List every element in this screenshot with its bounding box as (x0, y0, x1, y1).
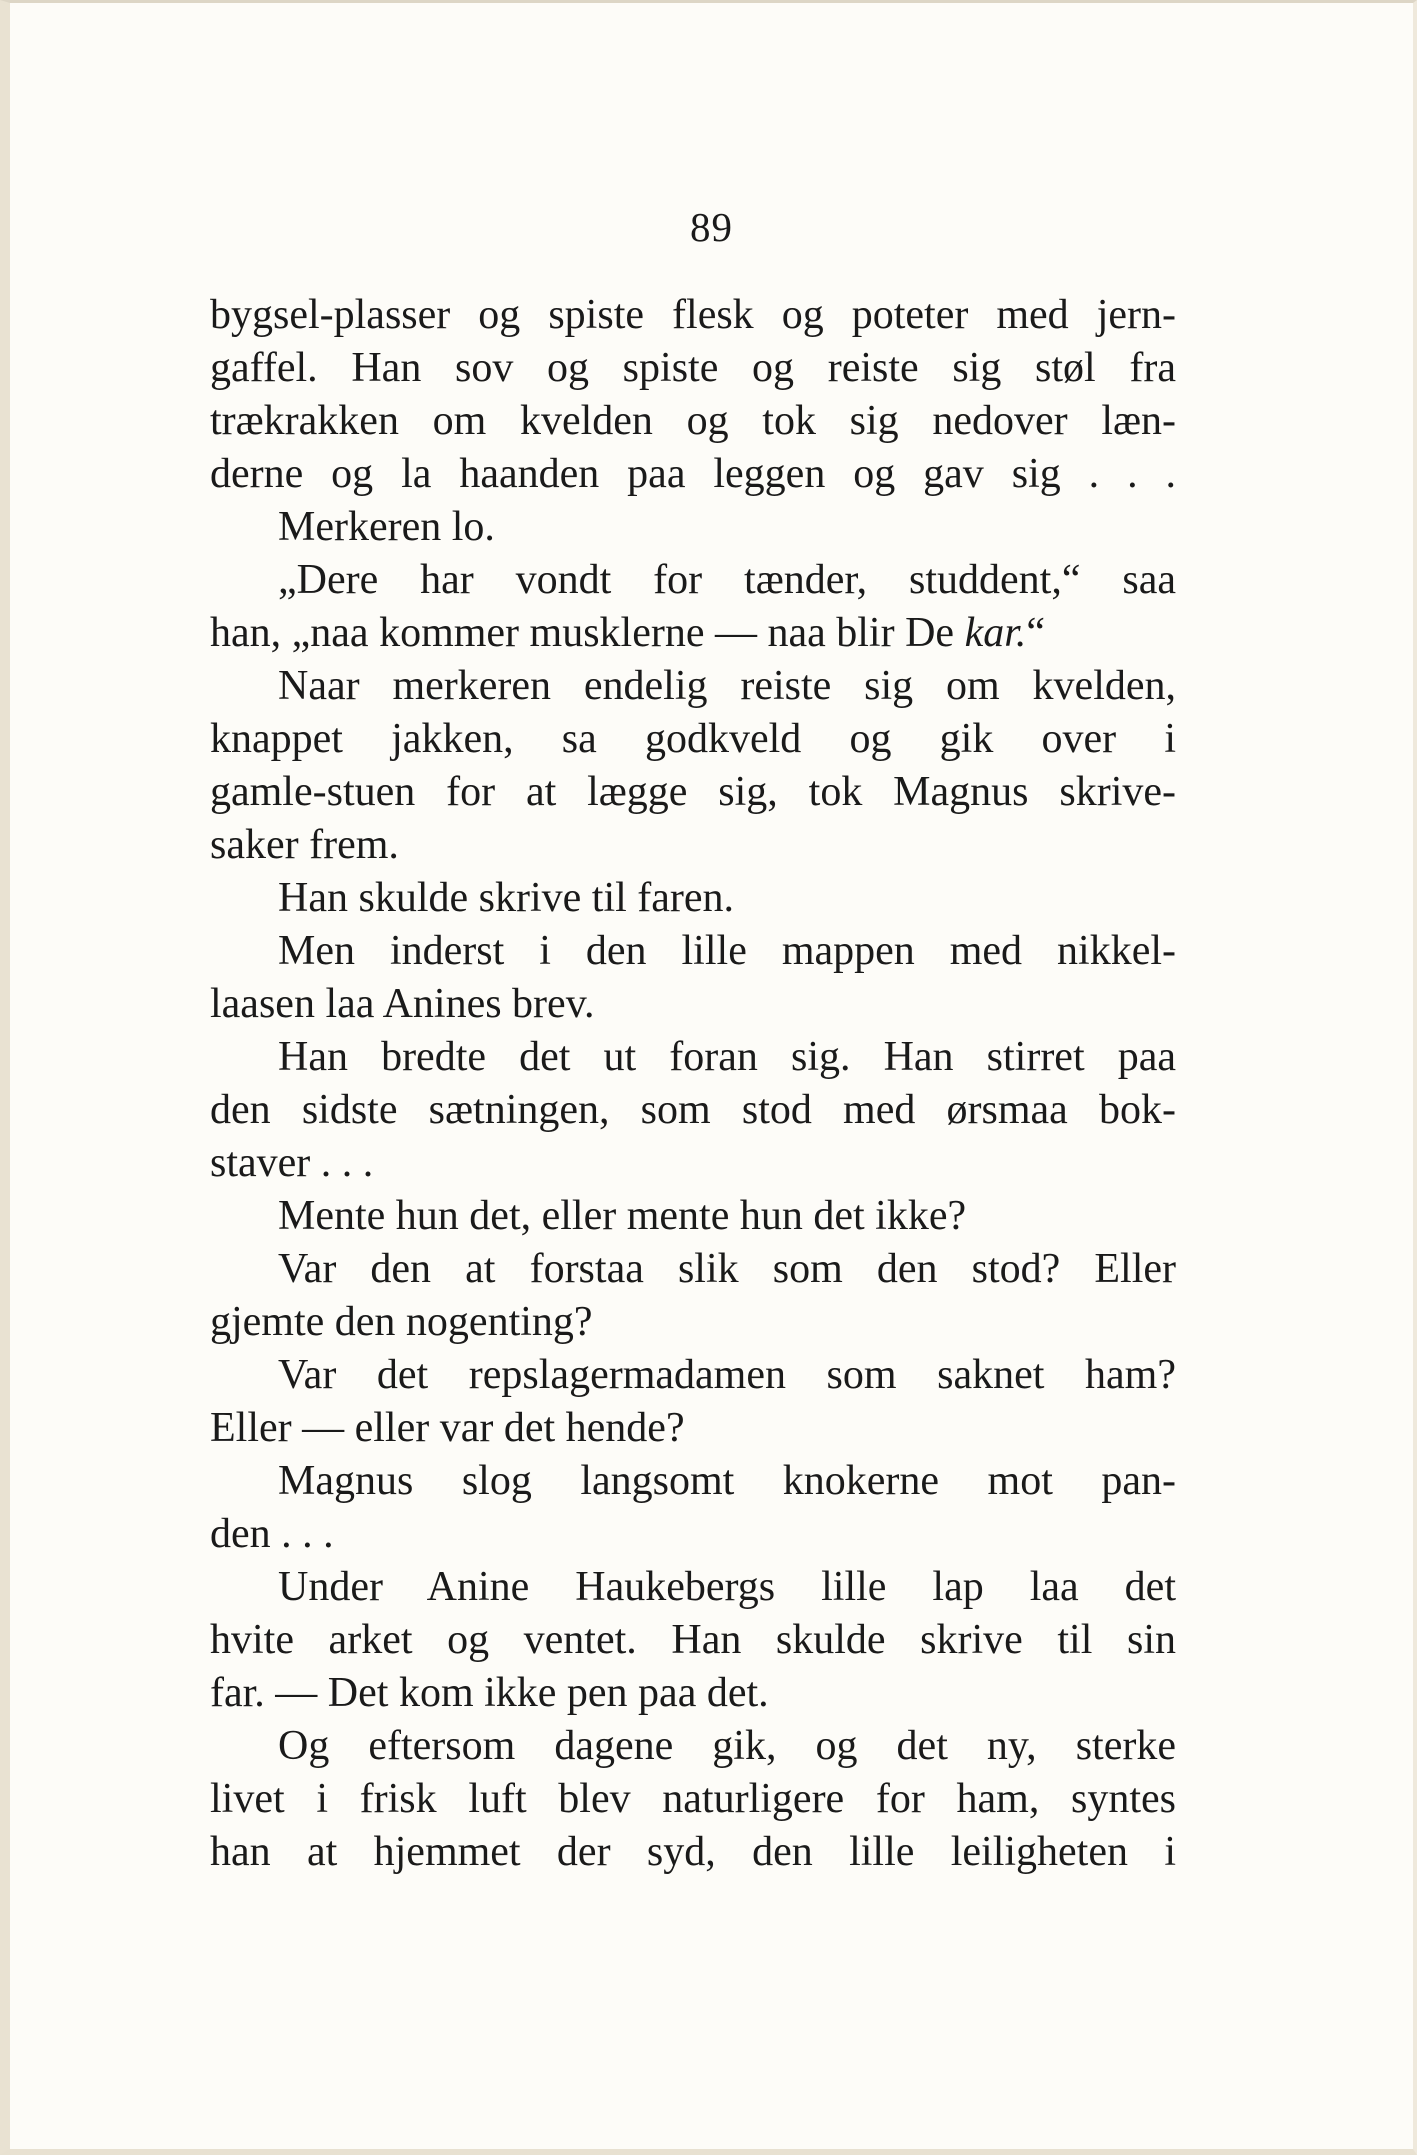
text-line: Han bredte det ut foran sig. Han stirret paa (278, 1034, 1176, 1080)
text-line (210, 607, 1176, 660)
text-line: „Dere har vondt for tænder, studdent,“ saa (278, 557, 1176, 603)
text-line: derne og la haanden paa leggen og gav sig . . . (210, 451, 1176, 497)
text-line: Og eftersom dagene gik, og det ny, sterke (278, 1723, 1176, 1769)
text-line: gaffel. Han sov og spiste og reiste sig støl fra (210, 345, 1176, 391)
text-line: Var det repslagermadamen som saknet ham? (278, 1352, 1176, 1398)
text-segment: “ (1026, 610, 1046, 656)
text-line: Eller — eller var det hende? (210, 1405, 685, 1451)
text-line: laasen laa Anines brev. (210, 981, 595, 1027)
text-line: knappet jakken, sa godkveld og gik over i (210, 716, 1176, 762)
text-line: gjemte den nogenting? (210, 1299, 593, 1345)
text-line: far. — Det kom ikke pen paa det. (210, 1670, 769, 1716)
text-line: den . . . (210, 1511, 334, 1557)
text-line: livet i frisk luft blev naturligere for ham, syntes (210, 1776, 1176, 1822)
text-line: Under Anine Haukebergs lille lap laa det (278, 1564, 1176, 1610)
text-line: bygsel-plasser og spiste flesk og poteter med jern- (210, 292, 1176, 338)
text-line: saker frem. (210, 822, 399, 868)
page-number: 89 (690, 204, 733, 250)
emphasized-word: kar. (964, 610, 1027, 656)
text-line: den sidste sætningen, som stod med ørsmaa bok- (210, 1087, 1176, 1133)
text-line: Magnus slog langsomt knokerne mot pan- (278, 1458, 1176, 1504)
text-line: Han skulde skrive til faren. (278, 875, 735, 921)
text-segment: han, „naa kommer musklerne — naa blir De (210, 610, 965, 656)
text-line: gamle-stuen for at lægge sig, tok Magnus skrive- (210, 769, 1176, 815)
text-line: Mente hun det, eller mente hun det ikke? (278, 1193, 967, 1239)
text-line: staver . . . (210, 1140, 374, 1186)
text-line: Merkeren lo. (278, 504, 495, 550)
text-line: hvite arket og ventet. Han skulde skrive til sin (210, 1617, 1176, 1663)
text-line: Men inderst i den lille mappen med nikkel- (278, 928, 1176, 974)
text-line: Var den at forstaa slik som den stod? Eller (278, 1246, 1176, 1292)
body-text (210, 289, 1176, 1879)
text-line: han at hjemmet der syd, den lille leiligheten i (210, 1829, 1176, 1875)
text-line: trækrakken om kvelden og tok sig nedover læn- (210, 398, 1176, 444)
text-line: Naar merkeren endelig reiste sig om kvelden, (278, 663, 1176, 709)
